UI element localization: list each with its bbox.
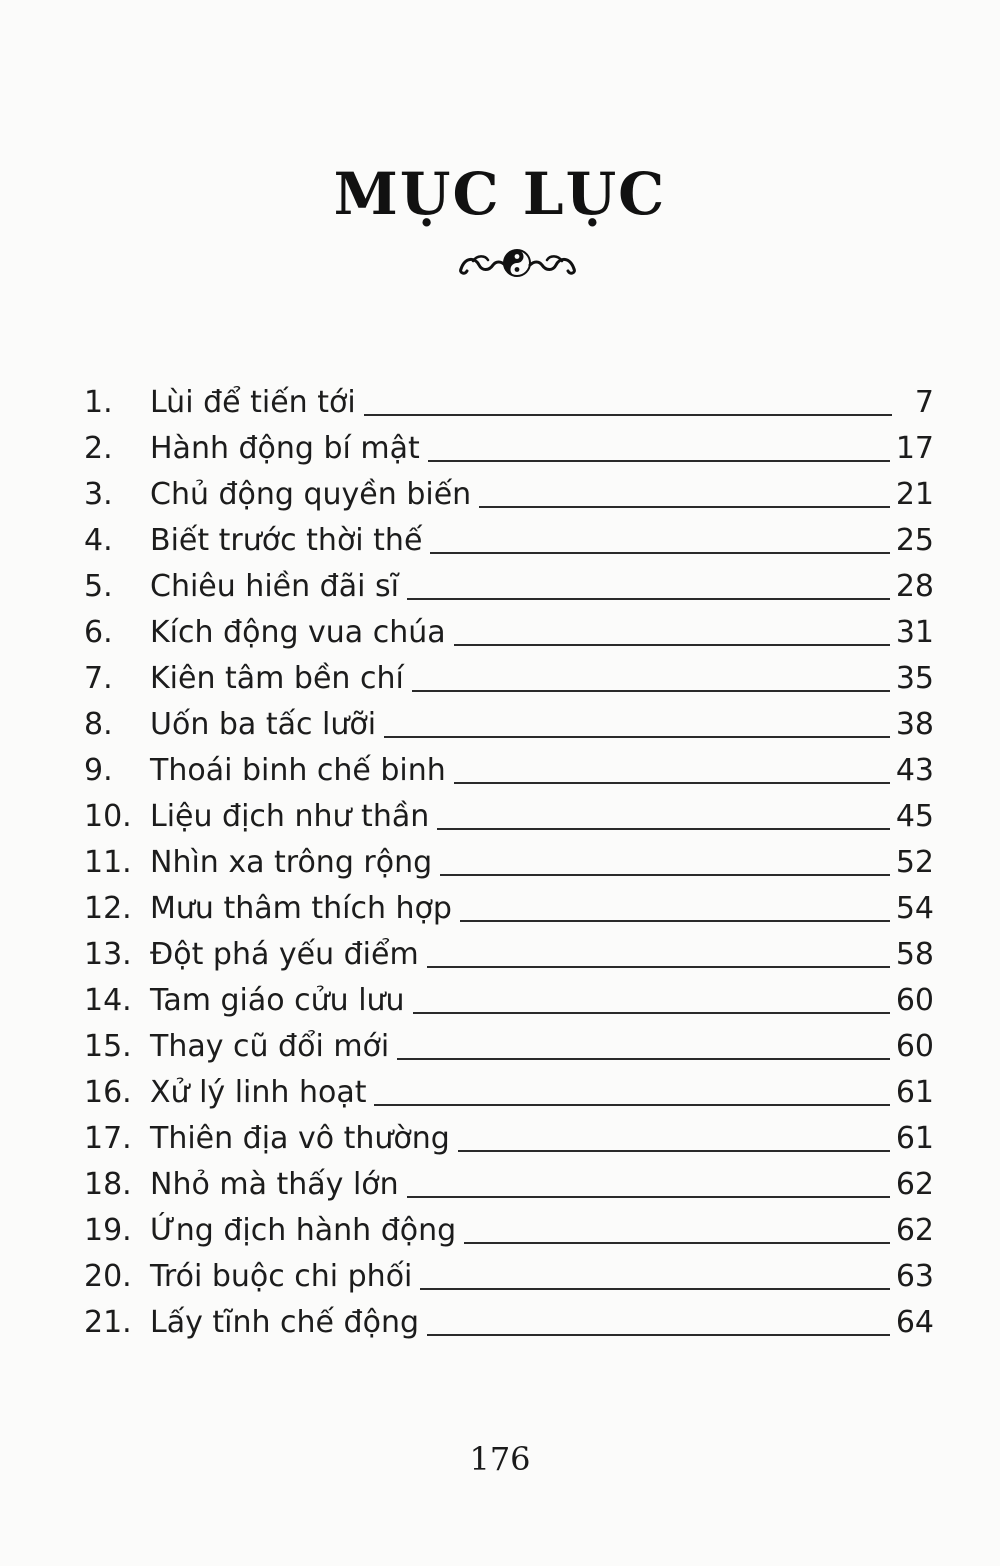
toc-entry-page: 43 <box>895 753 934 788</box>
toc-entry <box>84 840 934 886</box>
toc-entry-title: Uốn ba tấc lưỡi <box>150 707 377 742</box>
toc-leader-line <box>454 644 890 646</box>
toc-entry-number: 8. <box>84 707 113 742</box>
toc-leader-line <box>374 1104 889 1106</box>
toc-entry <box>84 1024 934 1070</box>
toc-entry-title: Nhìn xa trông rộng <box>150 845 433 880</box>
toc-entry-number: 19. <box>84 1213 132 1248</box>
toc-entry-number: 18. <box>84 1167 132 1202</box>
toc-leader-line <box>420 1288 889 1290</box>
toc-entry <box>84 1070 934 1116</box>
toc-entry-number: 16. <box>84 1075 132 1110</box>
toc-leader-line <box>479 506 890 508</box>
toc-leader-line <box>464 1242 890 1244</box>
toc-entry-title: Lùi để tiến tới <box>150 385 356 420</box>
toc-leader-line <box>397 1058 890 1060</box>
toc-entry <box>84 518 934 564</box>
toc-entry-page: 17 <box>895 431 934 466</box>
toc-entry-number: 7. <box>84 661 113 696</box>
toc-entry-title: Biết trước thời thế <box>150 523 423 558</box>
toc-entry-title: Thiên địa vô thường <box>150 1121 450 1156</box>
toc-entry <box>84 886 934 932</box>
toc-leader-line <box>412 690 890 692</box>
toc-entry-number: 11. <box>84 845 132 880</box>
toc-entry <box>84 702 934 748</box>
toc-entry-number: 4. <box>84 523 113 558</box>
toc-entry-page: 45 <box>895 799 934 834</box>
toc-entry <box>84 1254 934 1300</box>
toc-entry-title: Mưu thâm thích hợp <box>150 891 452 926</box>
toc-entry-number: 5. <box>84 569 113 604</box>
toc-entry-page: 60 <box>895 983 934 1018</box>
toc-entry <box>84 1116 934 1162</box>
toc-leader-line <box>427 966 890 968</box>
toc-entry-page: 25 <box>895 523 934 558</box>
yin-yang-scroll-ornament-icon <box>455 243 580 283</box>
toc-entry-title: Đột phá yếu điểm <box>150 937 419 972</box>
toc-entry-number: 20. <box>84 1259 132 1294</box>
toc-entry <box>84 426 934 472</box>
toc-entry-title: Ứng địch hành động <box>150 1213 457 1248</box>
toc-entry-page: 64 <box>895 1305 934 1340</box>
toc-entry-number: 13. <box>84 937 132 972</box>
toc-leader-line <box>428 460 890 462</box>
toc-entry-number: 14. <box>84 983 132 1018</box>
page-title: MỤC LỤC <box>333 160 667 228</box>
toc-entry <box>84 794 934 840</box>
toc-leader-line <box>430 552 889 554</box>
table-of-contents <box>84 380 934 1346</box>
toc-leader-line <box>454 782 890 784</box>
toc-entry <box>84 1162 934 1208</box>
toc-entry-title: Liệu địch như thần <box>150 799 430 834</box>
toc-entry-number: 3. <box>84 477 113 512</box>
toc-entry-page: 52 <box>895 845 934 880</box>
toc-entry-page: 28 <box>895 569 934 604</box>
toc-entry-title: Chiêu hiền đãi sĩ <box>150 569 399 604</box>
toc-entry-title: Hành động bí mật <box>150 431 420 466</box>
toc-entry-title: Xử lý linh hoạt <box>150 1075 367 1110</box>
toc-entry <box>84 564 934 610</box>
toc-entry-page: 62 <box>895 1167 934 1202</box>
page-number: 176 <box>469 1440 531 1478</box>
toc-entry-number: 21. <box>84 1305 132 1340</box>
toc-entry-title: Kiên tâm bền chí <box>150 661 404 696</box>
toc-leader-line <box>437 828 890 830</box>
toc-entry-page: 61 <box>895 1075 934 1110</box>
toc-leader-line <box>458 1150 890 1152</box>
toc-entry-number: 9. <box>84 753 113 788</box>
toc-entry-number: 6. <box>84 615 113 650</box>
toc-entry <box>84 1208 934 1254</box>
toc-entry <box>84 380 934 426</box>
toc-leader-line <box>427 1334 890 1336</box>
toc-entry <box>84 610 934 656</box>
toc-entry-page: 38 <box>895 707 934 742</box>
toc-entry-page: 21 <box>895 477 934 512</box>
toc-entry-number: 10. <box>84 799 132 834</box>
toc-entry-title: Lấy tĩnh chế động <box>150 1305 420 1340</box>
toc-leader-line <box>407 598 890 600</box>
toc-entry <box>84 1300 934 1346</box>
toc-entry-number: 2. <box>84 431 113 466</box>
toc-entry <box>84 932 934 978</box>
toc-entry-page: 7 <box>914 385 934 420</box>
toc-entry-page: 60 <box>895 1029 934 1064</box>
toc-entry-title: Kích động vua chúa <box>150 615 446 650</box>
toc-entry-title: Tam giáo cửu lưu <box>150 983 405 1018</box>
toc-entry-title: Trói buộc chi phối <box>150 1259 413 1294</box>
toc-leader-line <box>440 874 890 876</box>
toc-leader-line <box>407 1196 890 1198</box>
toc-entry-title: Chủ động quyền biến <box>150 477 472 512</box>
toc-entry <box>84 978 934 1024</box>
toc-entry-title: Nhỏ mà thấy lớn <box>150 1167 399 1202</box>
toc-leader-line <box>460 920 890 922</box>
toc-entry <box>84 656 934 702</box>
toc-entry-number: 17. <box>84 1121 132 1156</box>
toc-entry-title: Thoái binh chế binh <box>150 753 446 788</box>
toc-entry-number: 12. <box>84 891 132 926</box>
toc-entry-page: 63 <box>895 1259 934 1294</box>
toc-entry-page: 61 <box>895 1121 934 1156</box>
toc-entry-page: 54 <box>895 891 934 926</box>
toc-leader-line <box>413 1012 890 1014</box>
toc-entry-page: 62 <box>895 1213 934 1248</box>
toc-entry-number: 15. <box>84 1029 132 1064</box>
toc-leader-line <box>364 414 892 416</box>
toc-entry-page: 31 <box>895 615 934 650</box>
toc-entry-page: 35 <box>895 661 934 696</box>
toc-entry-number: 1. <box>84 385 113 420</box>
toc-entry-title: Thay cũ đổi mới <box>150 1029 390 1064</box>
toc-entry <box>84 472 934 518</box>
toc-entry <box>84 748 934 794</box>
toc-entry-page: 58 <box>895 937 934 972</box>
toc-leader-line <box>384 736 890 738</box>
